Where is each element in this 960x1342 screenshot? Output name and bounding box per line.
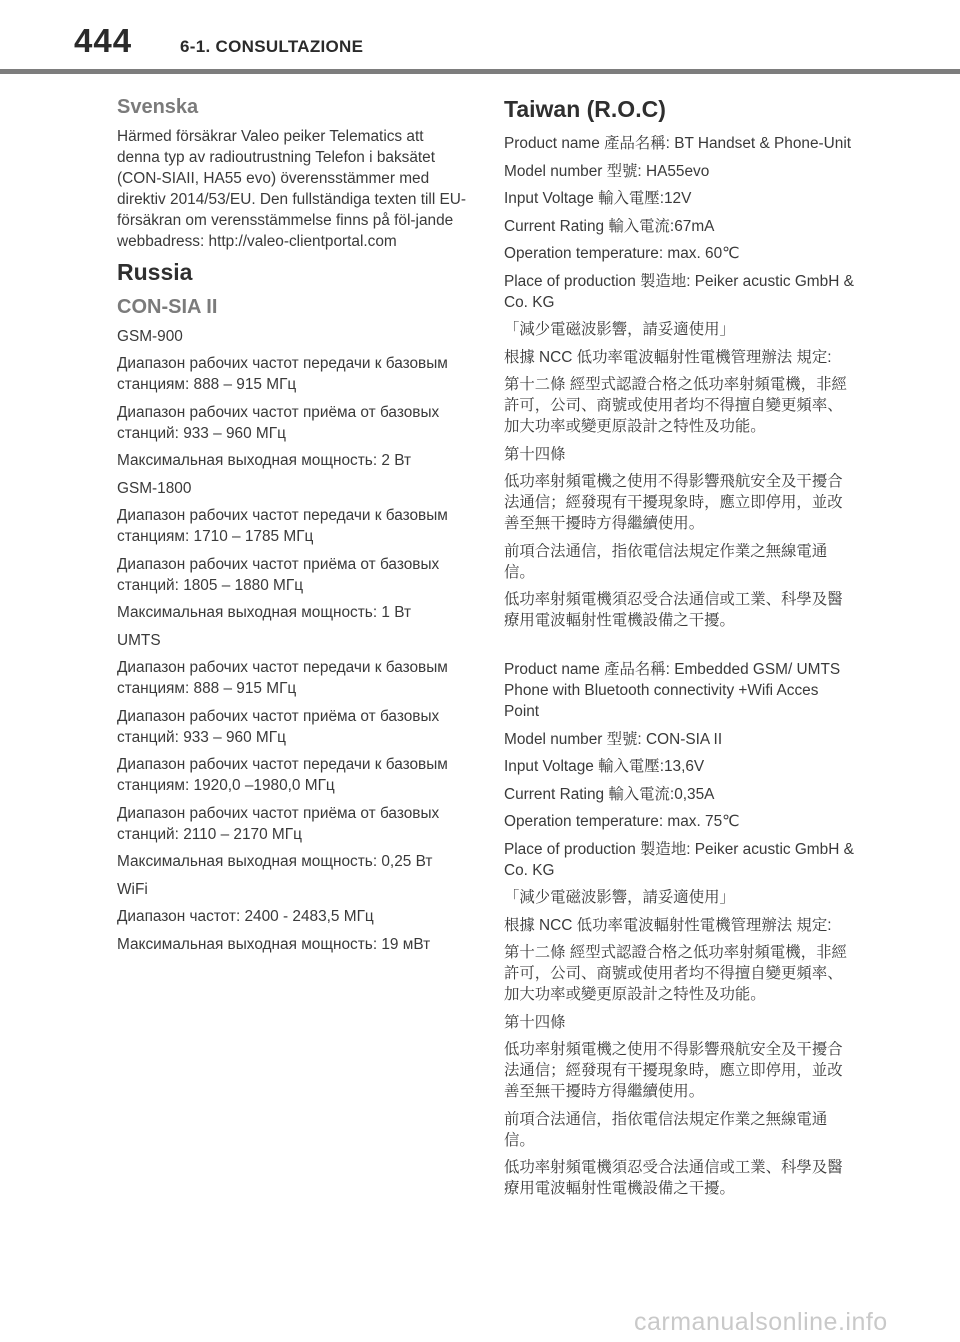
ru-line: GSM-900: [117, 327, 183, 345]
tw-line: Current Rating 輸入電流:67mA: [504, 217, 715, 235]
left-column: [117, 96, 467, 961]
ru-line: GSM-1800: [117, 479, 192, 497]
tw-line: Input Voltage 輸入電壓:12V: [504, 190, 692, 207]
ru-line: Диапазон частот: 2400 - 2483,5 МГц: [117, 908, 374, 925]
header-rule: [0, 69, 960, 74]
tw-line: 「減少電磁波影響，請妥適使用」: [504, 889, 735, 906]
tw-line: 根據 NCC 低功率電波輻射性電機管理辦法 規定:: [504, 348, 832, 366]
tw-line: Product name 產品名稱: Embedded GSM/ UMTS Phone with Bluetooth connectivity +Wifi Acces Point: [504, 661, 841, 720]
ru-line: Максимальная выходная мощность: 0,25 Вт: [117, 853, 433, 870]
svenska-paragraph: Härmed försäkrar Valeo peiker Telematics att denna typ av radioutrustning Telefon i baksätet (CON-SIAII, HA55 evo) överensstämmer med direktiv 2014/53/EU. Den fullständiga texten till EU-försäkran om verensstämmelse finns på föl-jande webbadress: http://valeo-clientportal.com: [117, 128, 467, 250]
ru-line: Диапазон рабочих частот передачи к базовым станциям: 1920,0 –1980,0 МГц: [117, 756, 448, 794]
tw-line: 第十四條: [504, 1013, 566, 1031]
ru-line: Диапазон рабочих частот приёма от базовых станций: 2110 – 2170 МГц: [117, 804, 440, 843]
watermark-text: carmanualsonline.info: [634, 1308, 888, 1336]
tw-line: Current Rating 輸入電流:0,35A: [504, 785, 715, 803]
ru-line: WiFi: [117, 880, 148, 898]
tw-line: 第十二條 經型式認證合格之低功率射頻電機，非經許可，公司、商號或使用者均不得擅自變更頻率、加大功率或變更原設計之特性及功能。: [504, 944, 847, 1003]
ru-line: Диапазон рабочих частот приёма от базовых станций: 933 – 960 МГц: [117, 707, 440, 746]
tw-line: 第十二條 經型式認證合格之低功率射頻電機，非經許可，公司、商號或使用者均不得擅自變更頻率、加大功率或變更原設計之特性及功能。: [504, 376, 847, 435]
ru-line: Диапазон рабочих частот приёма от базовых станций: 1805 – 1880 МГц: [117, 555, 440, 594]
ru-line: Диапазон рабочих частот передачи к базовым станциям: 888 – 915 МГц: [117, 355, 448, 393]
tw-line: Place of production 製造地: Peiker acustic GmbH & Co. KG: [504, 272, 854, 311]
ru-line: UMTS: [117, 631, 161, 649]
tw-line: Product name 產品名稱: BT Handset & Phone-Unit: [504, 135, 852, 152]
tw-line: 根據 NCC 低功率電波輻射性電機管理辦法 規定:: [504, 916, 832, 934]
tw-line: Operation temperature: max. 75℃: [504, 813, 740, 830]
product-block-1: [504, 133, 854, 631]
ru-line: Максимальная выходная мощность: 19 мВт: [117, 935, 431, 953]
tw-line: 低功率射頻電機須忍受合法通信或工業、科學及醫療用電波輻射性電機設備之干擾。: [504, 1159, 843, 1197]
tw-line: 前項合法通信，指依電信法規定作業之無線電通信。: [504, 542, 828, 581]
ru-line: Диапазон рабочих частот приёма от базовых станций: 933 – 960 МГц: [117, 403, 440, 442]
tw-line: Input Voltage 輸入電壓:13,6V: [504, 758, 705, 775]
tw-line: 前項合法通信，指依電信法規定作業之無線電通信。: [504, 1110, 828, 1149]
taiwan-heading: Taiwan (R.O.C): [504, 96, 666, 122]
ru-line: Максимальная выходная мощность: 1 Вт: [117, 604, 412, 621]
right-column: [504, 96, 854, 1206]
section-title: 6-1. CONSULTAZIONE: [180, 37, 364, 56]
tw-line: Model number 型號: CON-SIA II: [504, 730, 723, 748]
tw-line: Operation temperature: max. 60℃: [504, 245, 740, 262]
tw-line: Model number 型號: HA55evo: [504, 162, 710, 180]
page-header: [0, 0, 960, 76]
russia-heading: Russia: [117, 258, 193, 285]
tw-line: 低功率射頻電機須忍受合法通信或工業、科學及醫療用電波輻射性電機設備之干擾。: [504, 591, 843, 629]
tw-line: Place of production 製造地: Peiker acustic GmbH & Co. KG: [504, 840, 854, 879]
tw-line: 「減少電磁波影響，請妥適使用」: [504, 321, 735, 338]
tw-line: 低功率射頻電機之使用不得影響飛航安全及干擾合法通信；經發現有干擾現象時，應立即停用，並改善至無干擾時方得繼續使用。: [504, 1041, 843, 1100]
ru-line: Диапазон рабочих частот передачи к базовым станциям: 1710 – 1785 МГц: [117, 507, 448, 545]
tw-line: 低功率射頻電機之使用不得影響飛航安全及干擾合法通信；經發現有干擾現象時，應立即停用，並改善至無干擾時方得繼續使用。: [504, 473, 843, 532]
page-number: 444: [74, 22, 133, 59]
tw-line: 第十四條: [504, 445, 566, 463]
con-sia-heading: CON-SIA II: [117, 295, 218, 318]
ru-line: Максимальная выходная мощность: 2 Вт: [117, 452, 412, 469]
product-block-2: [504, 659, 854, 1199]
svenska-heading: Svenska: [117, 96, 199, 118]
ru-line: Диапазон рабочих частот передачи к базовым станциям: 888 – 915 МГц: [117, 659, 448, 697]
